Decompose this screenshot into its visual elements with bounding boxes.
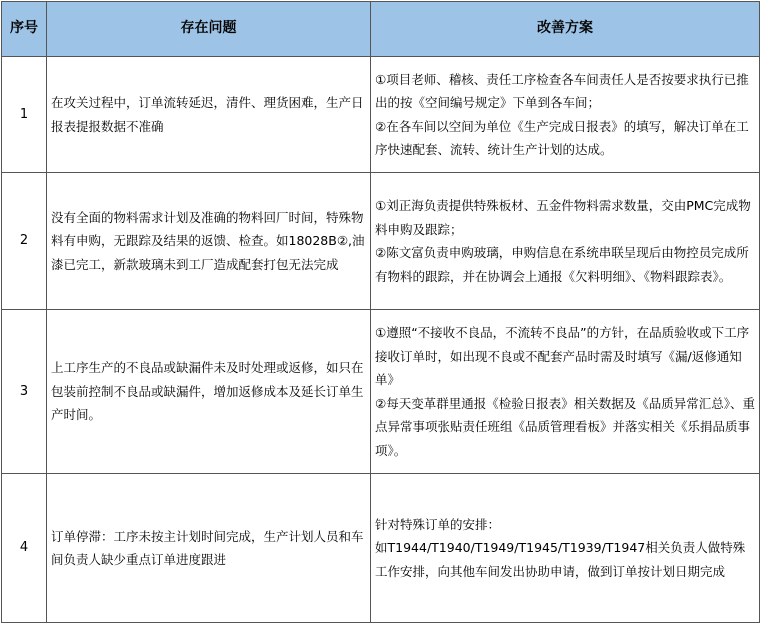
problem-cell: 订单停滞：工序未按主计划时间完成，生产计划人员和车间负责人缺少重点订单进度跟进 [47, 474, 371, 623]
plan-item: 如T1944/T1940/T1949/T1945/T1939/T1947相关负责人做特殊工作安排，向其他车间发出协助申请，做到订单按计划日期完成 [375, 540, 746, 579]
row-number: 4 [2, 474, 47, 623]
header-no: 序号 [2, 2, 47, 57]
plan-item: ①遵照“不接收不良品，不流转不良品”的方针，在品质验收或下工序接收订单时，如出现不良或不配套产品时需及时填写《漏/返修通知单》 [375, 325, 750, 387]
plan-item: 针对特殊订单的安排： [375, 516, 501, 532]
plan-cell [371, 310, 760, 474]
row-number: 2 [2, 173, 47, 310]
row-number: 3 [2, 310, 47, 474]
plan-item: ①项目老师、稽核、责任工序检查各车间责任人是否按要求执行已推出的按《空间编号规定》下单到各车间； [375, 71, 749, 110]
improvement-table [1, 1, 760, 623]
problem-cell: 没有全面的物料需求计划及准确的物料回厂时间，特殊物料有申购，无跟踪及结果的返馈、检查。如18028B②,油漆已完工，新款玻璃未到工厂造成配套打包无法完成 [47, 173, 371, 310]
problem-cell: 在攻关过程中，订单流转延迟，清件、理货困难，生产日报表提报数据不准确 [47, 57, 371, 173]
table-row [2, 474, 760, 623]
plan-item: ②陈文富负责申购玻璃，申购信息在系统串联呈现后由物控员完成所有物料的跟踪，并在协调会上通报《欠料明细》、《物料跟踪表》。 [375, 245, 749, 284]
table-row [2, 57, 760, 173]
row-number: 1 [2, 57, 47, 173]
plan-item: ②每天变革群里通报《检验日报表》相关数据及《品质异常汇总》、重点异常事项张贴责任班组《品质管理看板》并落实相关《乐捐品质事项》。 [375, 395, 755, 458]
plan-cell [371, 173, 760, 310]
plan-item: ①刘正海负责提供特殊板材、五金件物料需求数量，交由PMC完成物料申购及跟踪； [375, 198, 751, 237]
header-problem: 存在问题 [47, 2, 371, 57]
table-row [2, 173, 760, 310]
table-row [2, 310, 760, 474]
problem-cell: 上工序生产的不良品或缺漏件未及时处理或返修，如只在包装前控制不良品或缺漏件，增加返修成本及延长订单生产时间。 [47, 310, 371, 474]
plan-item: ②在各车间以空间为单位《生产完成日报表》的填写，解决订单在工序快速配套、流转、统计生产计划的达成。 [375, 118, 749, 157]
plan-cell [371, 57, 760, 173]
plan-cell [371, 474, 760, 623]
header-plan: 改善方案 [371, 2, 760, 57]
header-row [2, 2, 760, 57]
